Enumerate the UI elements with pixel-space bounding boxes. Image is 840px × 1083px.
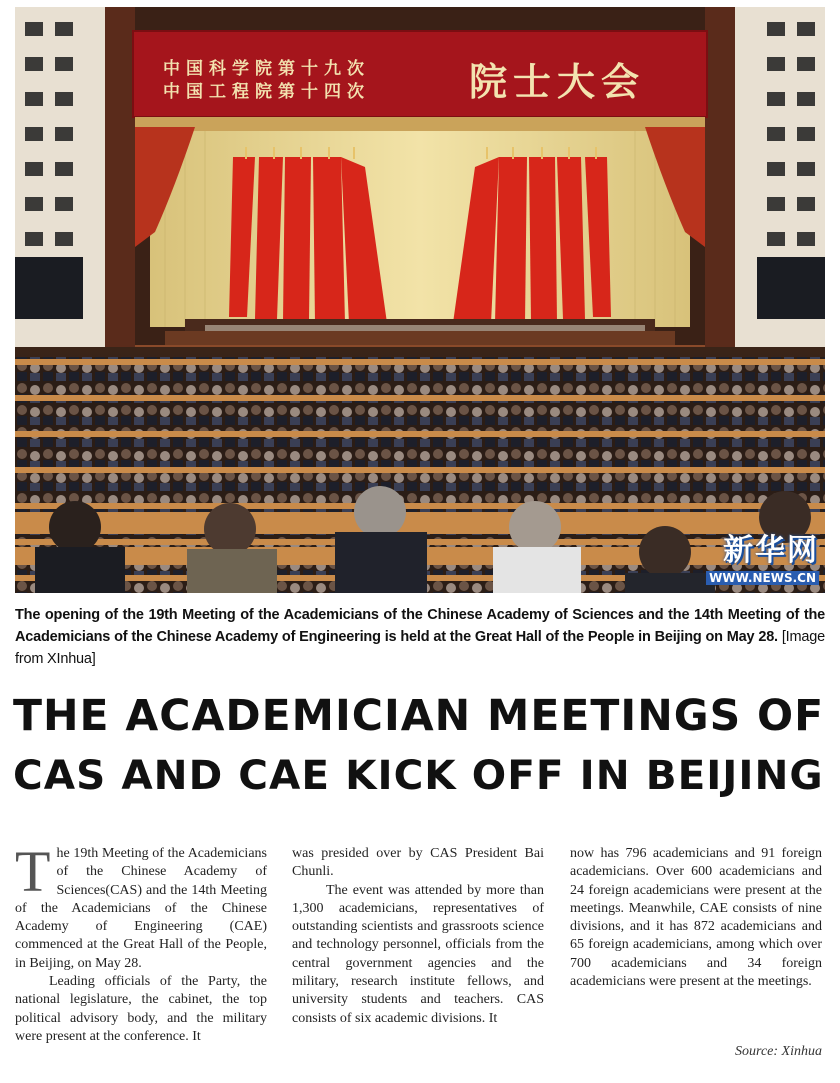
- watermark-url: WWW.NEWS.CN: [706, 571, 819, 585]
- banner-line-1: 中国科学院第十九次: [163, 59, 370, 79]
- article-headline: [13, 688, 827, 804]
- column-3: [570, 845, 822, 991]
- watermark-logo-text: 新华网: [723, 533, 819, 568]
- paragraph-2-cont: was presided over by CAS President Bai Chunli.: [292, 846, 544, 880]
- paragraph-3-cont: now has 796 academicians and 91 foreign academicians. Over 600 academicians and 24 foreign academicians were present at the meetings. Meanwhile, CAE consists of nine divisions, and it has 872 academicians and 65 foreign academicians, among which over 700 academicians and 34 foreign academicians were present at the meetings.: [570, 846, 822, 990]
- photo-caption: [15, 604, 825, 670]
- paragraph-2: Leading officials of the Party, the national legislature, the cabinet, the top political advisory body, and the military were present at the conference. It: [15, 974, 267, 1044]
- banner-title: 院士大会: [469, 59, 646, 104]
- banner-line-2: 中国工程院第十四次: [163, 82, 370, 102]
- paragraph-1-text: he 19th Meeting of the Academicians of the Chinese Academy of Sciences(CAS) and the 14th Meeting of the Academicians of the Chinese Academy of Engineering (CAE) commenced at the Great Hall of the People, in Beijing, on May 28.: [15, 846, 267, 971]
- paragraph-3: The event was attended by more than 1,300 academicians, representatives of outstanding scientists and grassroots science and technology personnel, officials from the central government agencies and the military, research institute fellows, and university students and teachers. CAS consists of six academic divisions. It: [292, 882, 544, 1026]
- hall-illustration: [15, 7, 825, 593]
- source-credit: Source: Xinhua: [735, 1044, 822, 1059]
- caption-credit: [Image from XInhua]: [15, 629, 825, 667]
- xinhua-watermark: [706, 525, 819, 585]
- column-1: [15, 839, 267, 1046]
- drop-cap: T: [15, 839, 51, 904]
- headline-line-2: CAS AND CAE KICK OFF IN BEIJING: [13, 751, 824, 799]
- caption-text: The opening of the 19th Meeting of the Academicians of the Chinese Academy of Sciences and the 14th Meeting of the Academicians of the Chinese Academy of Engineering is held at the Great Hall of the People in Beijing on May 28.: [15, 607, 825, 645]
- column-2: [292, 845, 544, 1028]
- article-photo: [15, 7, 825, 593]
- paragraph-1: [15, 839, 267, 973]
- article-body: [15, 839, 825, 1045]
- headline-line-1: THE ACADEMICIAN MEETINGS OF: [13, 692, 825, 741]
